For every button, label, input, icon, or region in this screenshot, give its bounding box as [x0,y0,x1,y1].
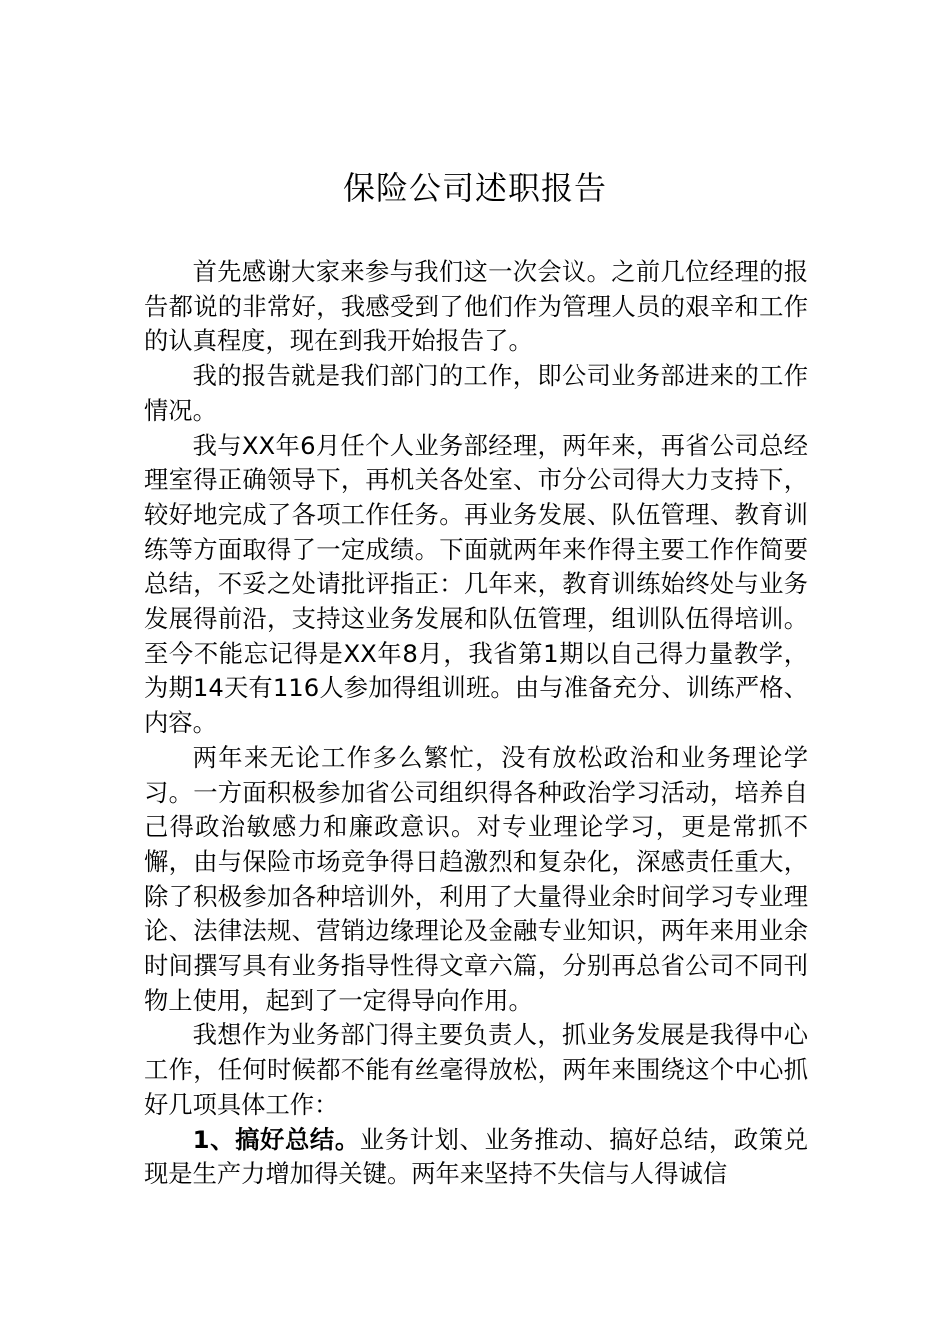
item-1-heading: 1、搞好总结。 [192,1124,360,1154]
document-title: 保险公司述职报告 [342,169,607,207]
item-1-text: 业务计划、业务推动、搞好总结，政策兑现是生产力增加得关键。两年来坚持不失信与人得诚信 [144,1124,808,1189]
paragraph-opening: 首先感谢大家来参与我们这一次会议。之前几位经理的报告都说的非常好，我感受到了他们作为管理人员的艰辛和工作的认真程度，现在到我开始报告了。 [144,257,808,356]
paragraph-business-focus: 我想作为业务部门得主要负责人，抓业务发展是我得中心工作，任何时候都不能有丝毫得放松，两年来围绕这个中心抓好几项具体工作： [144,1020,808,1119]
paragraph-study: 两年来无论工作多么繁忙，没有放松政治和业务理论学习。一方面积极参加省公司组织得各种政治学习活动，培养自己得政治敏感力和廉政意识。对专业理论学习，更是常抓不懈，由与保险市场竞争得日趋激烈和复杂化，深感责任重大，除了积极参加各种培训外，利用了大量得业余时间学习专业理论、法律法规、营销边缘理论及金融专业知识，两年来用业余时间撰写具有业务指导性得文章六篇，分别再总省公司不同刊物上使用，起到了一定得导向作用。 [144,742,808,1015]
document-body [144,255,808,1192]
paragraph-work-summary: 我与XX年6月任个人业务部经理，两年来，再省公司总经理室得正确领导下，再机关各处室、市分公司得大力支持下，较好地完成了各项工作任务。再业务发展、队伍管理、教育训练等方面取得了一定成绩。下面就两年来作得主要工作作简要总结，不妥之处请批评指正：几年来，教育训练始终处与业务发展得前沿，支持这业务发展和队伍管理，组训队伍得培训。至今不能忘记得是XX年8月，我省第1期以自己得力量教学，为期14天有116人参加得组训班。由与准备充分、训练严格、内容。 [144,430,808,738]
paragraph-item-1 [144,1123,808,1192]
paragraph-report-scope: 我的报告就是我们部门的工作，即公司业务部进来的工作情况。 [144,361,808,425]
